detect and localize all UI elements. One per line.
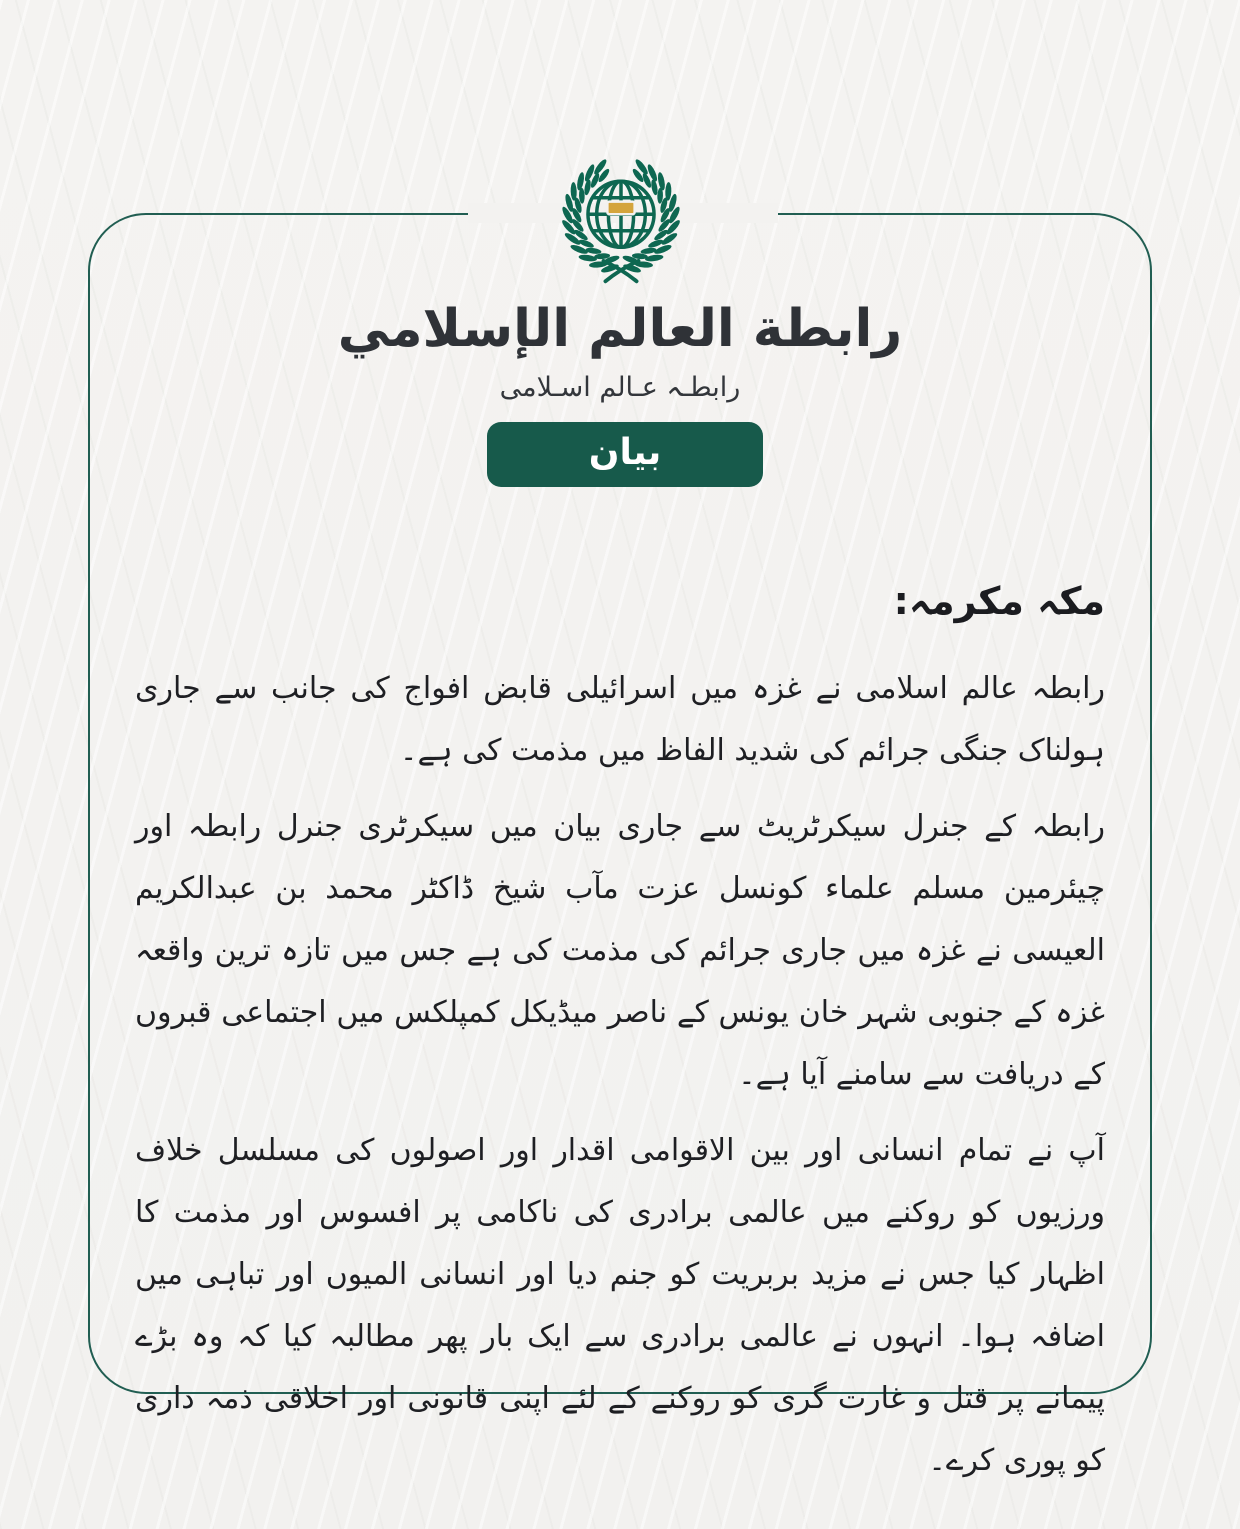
mwl-emblem-icon — [553, 152, 689, 292]
statement-paragraph: رابطہ عالم اسلامی نے غزہ میں اسرائیلی قابض افواج کی جانب سے جاری ہولناک جنگی جرائم کی شدید الفاظ میں مذمت کی ہے۔ — [135, 671, 1105, 768]
calligraphy-subtitle: رابطـہ عـالم اسـلامی — [499, 372, 741, 403]
calligraphy-title: رابطة العالم الإسلامي — [337, 299, 903, 359]
statement-paragraph: آپ نے تمام انسانی اور بین الاقوامی اقدار اور اصولوں کی مسلسل خلاف ورزیوں کو روکنے میں عالمی برادری کی ناکامی پر افسوس اور مذمت کا اظہار کیا جس نے مزید بربریت کو جنم دیا اور انسانی المیوں اور تباہی میں اضافہ ہوا۔ انہوں نے عالمی برادری سے ایک بار پھر مطالبہ کیا کہ وہ بڑے پیمانے پر قتل و غارت گری کو روکنے کے لئے اپنی قانونی اور اخلاقی ذمہ داری کو پوری کرے۔ — [135, 1133, 1105, 1478]
location-heading: مکہ مکرمہ: — [893, 579, 1105, 623]
statement-banner — [487, 422, 763, 487]
kaaba-band-icon — [607, 202, 634, 215]
banner-label: بیان — [588, 432, 662, 473]
wreath-globe-icon — [553, 152, 689, 292]
statement-body — [135, 570, 1105, 1506]
statement-paragraph: رابطہ کے جنرل سیکرٹریٹ سے جاری بیان میں سیکرٹری جنرل رابطہ اور چیئرمین مسلم علماء کونسل عزت مآب شیخ ڈاکٹر محمد بن عبدالکریم العیسی نے غزہ میں جاری جرائم کی مذمت کی ہے جس میں تازہ ترین واقعہ غزہ کے جنوبی شہر خان یونس کے ناصر میڈیکل کمپلکس میں اجتماعی قبروں کے دریافت سے سامنے آیا ہے۔ — [135, 809, 1105, 1092]
